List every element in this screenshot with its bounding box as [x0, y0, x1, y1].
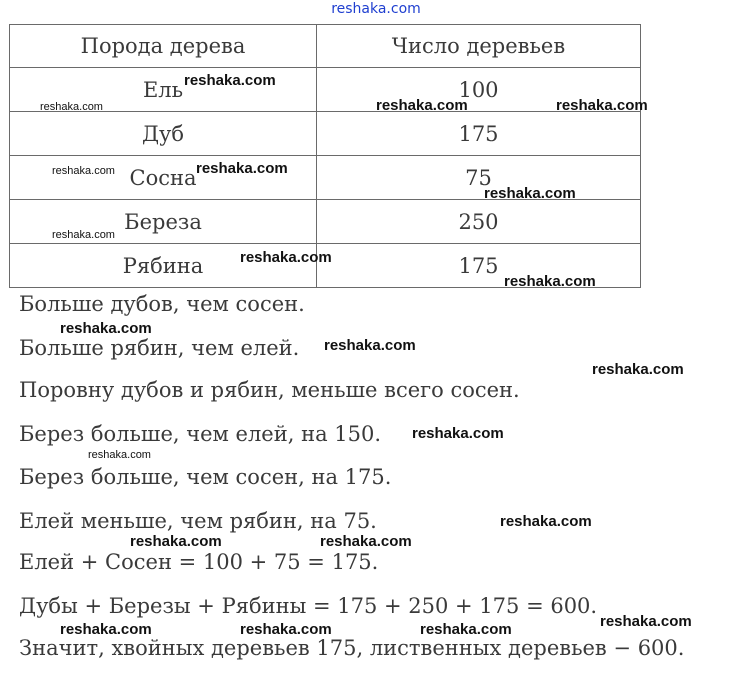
- tree-count-cell: 100: [317, 68, 641, 112]
- watermark: reshaka.com: [60, 320, 152, 337]
- tree-count-cell: 175: [317, 112, 641, 156]
- watermark: reshaka.com: [320, 533, 412, 550]
- statement-line: Дубы + Березы + Рябины = 175 + 250 + 175 = 600.: [19, 594, 598, 618]
- table-row: [10, 68, 641, 112]
- watermark: reshaka.com: [504, 273, 596, 290]
- site-header[interactable]: reshaka.com: [331, 1, 421, 17]
- tree-type-cell: Рябина: [10, 244, 317, 288]
- watermark: reshaka.com: [52, 165, 115, 177]
- statement-line: Берез больше, чем сосен, на 175.: [19, 465, 392, 489]
- watermark: reshaka.com: [556, 97, 648, 114]
- watermark: reshaka.com: [376, 97, 468, 114]
- watermark: reshaka.com: [240, 621, 332, 638]
- watermark: reshaka.com: [412, 425, 504, 442]
- statement-line: Значит, хвойных деревьев 175, лиственных деревьев − 600.: [19, 636, 685, 660]
- tree-type-cell: Дуб: [10, 112, 317, 156]
- watermark: reshaka.com: [52, 229, 115, 241]
- tree-count-cell: 250: [317, 200, 641, 244]
- watermark: reshaka.com: [500, 513, 592, 530]
- watermark: reshaka.com: [600, 613, 692, 630]
- watermark: reshaka.com: [40, 101, 103, 113]
- statement-line: Елей меньше, чем рябин, на 75.: [19, 509, 377, 533]
- table-row: [10, 112, 641, 156]
- watermark: reshaka.com: [420, 621, 512, 638]
- watermark: reshaka.com: [130, 533, 222, 550]
- header-tree-type: Порода дерева: [10, 25, 317, 68]
- watermark: reshaka.com: [60, 621, 152, 638]
- tree-type-cell: Ель: [10, 68, 317, 112]
- statement-line: Больше рябин, чем елей.: [19, 336, 300, 360]
- statement-line: Елей + Сосен = 100 + 75 = 175.: [19, 550, 379, 574]
- watermark: reshaka.com: [88, 449, 151, 461]
- statement-line: Больше дубов, чем сосен.: [19, 292, 305, 316]
- tree-count-cell: 75: [317, 156, 641, 200]
- tree-type-cell: Сосна: [10, 156, 317, 200]
- watermark: reshaka.com: [484, 185, 576, 202]
- tree-type-cell: Береза: [10, 200, 317, 244]
- header-tree-count: Число деревьев: [317, 25, 641, 68]
- watermark: reshaka.com: [240, 249, 332, 266]
- watermark: reshaka.com: [184, 72, 276, 89]
- watermark: reshaka.com: [196, 160, 288, 177]
- tree-count-cell: 175: [317, 244, 641, 288]
- statement-line: Берез больше, чем елей, на 150.: [19, 422, 382, 446]
- table-header-row: [10, 25, 641, 68]
- watermark: reshaka.com: [592, 361, 684, 378]
- statement-line: Поровну дубов и рябин, меньше всего сосен.: [19, 378, 520, 402]
- watermark: reshaka.com: [324, 337, 416, 354]
